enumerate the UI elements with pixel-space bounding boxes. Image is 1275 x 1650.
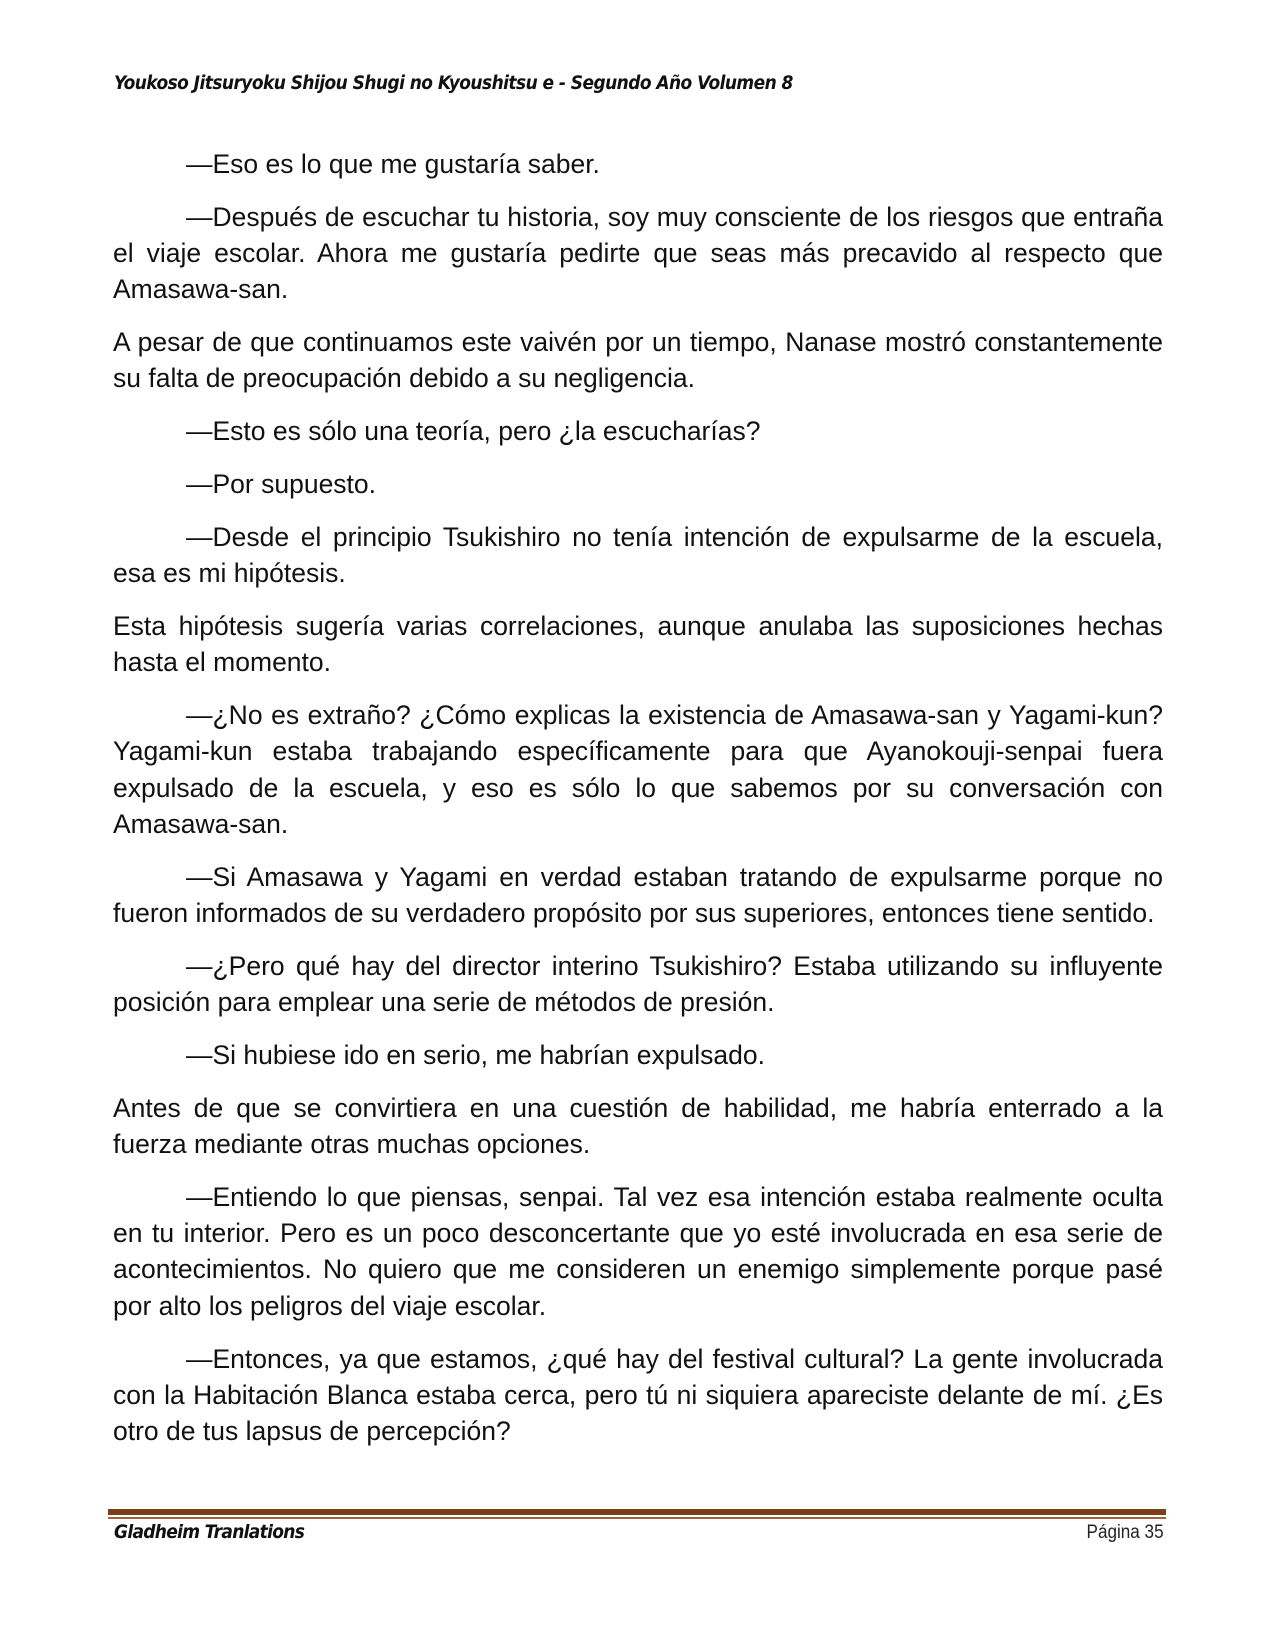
paragraph: —Entiendo lo que piensas, senpai. Tal vez esa intención estaba realmente oculta en tu interior. Pero es un poco desconcertante que yo esté involucrada en esa serie de acontecimientos. No quiero que me consideren un enemigo simplemente porque pasé por alto los peligros del viaje escolar. (113, 1181, 1163, 1321)
footer-divider (108, 1509, 1166, 1519)
paragraph: —¿Pero qué hay del director interino Tsukishiro? Estaba utilizando su influyente posición para emplear una serie de métodos de presión. (113, 950, 1163, 1018)
paragraph: —Eso es lo que me gustaría saber. (186, 149, 600, 179)
footer-divider-thick (108, 1509, 1166, 1515)
running-header: Youkoso Jitsuryoku Shijou Shugi no Kyoushitsu e - Segundo Año Volumen 8 (114, 73, 793, 94)
body-text (113, 146, 1163, 1466)
footer-credit: Gladheim Tranlations (114, 1521, 305, 1543)
paragraph: —¿No es extraño? ¿Cómo explicas la existencia de Amasawa-san y Yagami-kun? Yagami-kun estaba trabajando específicamente para que Ayanokouji-senpai fuera expulsado de la escuela, y eso es sólo lo que sabemos por su conversación con Amasawa-san. (113, 700, 1163, 839)
paragraph: —Si hubiese ido en serio, me habrían expulsado. (186, 1039, 765, 1070)
paragraph: —Por supuesto. (186, 469, 377, 500)
paragraph: —Si Amasawa y Yagami en verdad estaban tratando de expulsarme porque no fueron informados de su verdadero propósito por sus superiores, entonces tiene sentido. (113, 861, 1163, 929)
footer-divider-thin (108, 1517, 1166, 1519)
paragraph: —Desde el principio Tsukishiro no tenía intención de expulsarme de la escuela, esa es mi hipótesis. (113, 521, 1163, 589)
paragraph: A pesar de que continuamos este vaivén por un tiempo, Nanase mostró constantemente su falta de preocupación debido a su negligencia. (113, 327, 1163, 394)
paragraph: Antes de que se convirtiera en una cuestión de habilidad, me habría enterrado a la fuerza mediante otras muchas opciones. (113, 1092, 1163, 1160)
paragraph: —Entonces, ya que estamos, ¿qué hay del festival cultural? La gente involucrada con la Habitación Blanca estaba cerca, pero tú ni siquiera apareciste delante de mí. ¿Es otro de tus lapsus de percepción? (113, 1343, 1163, 1447)
page-number: Página 35 (1086, 1522, 1164, 1543)
paragraph: —Esto es sólo una teoría, pero ¿la escucharías? (186, 416, 761, 447)
paragraph: —Después de escuchar tu historia, soy muy consciente de los riesgos que entraña el viaje escolar. Ahora me gustaría pedirte que seas más precavido al respecto que Amasawa-san. (113, 201, 1163, 305)
paragraph: Esta hipótesis sugería varias correlaciones, aunque anulaba las suposiciones hechas hasta el momento. (113, 610, 1163, 678)
